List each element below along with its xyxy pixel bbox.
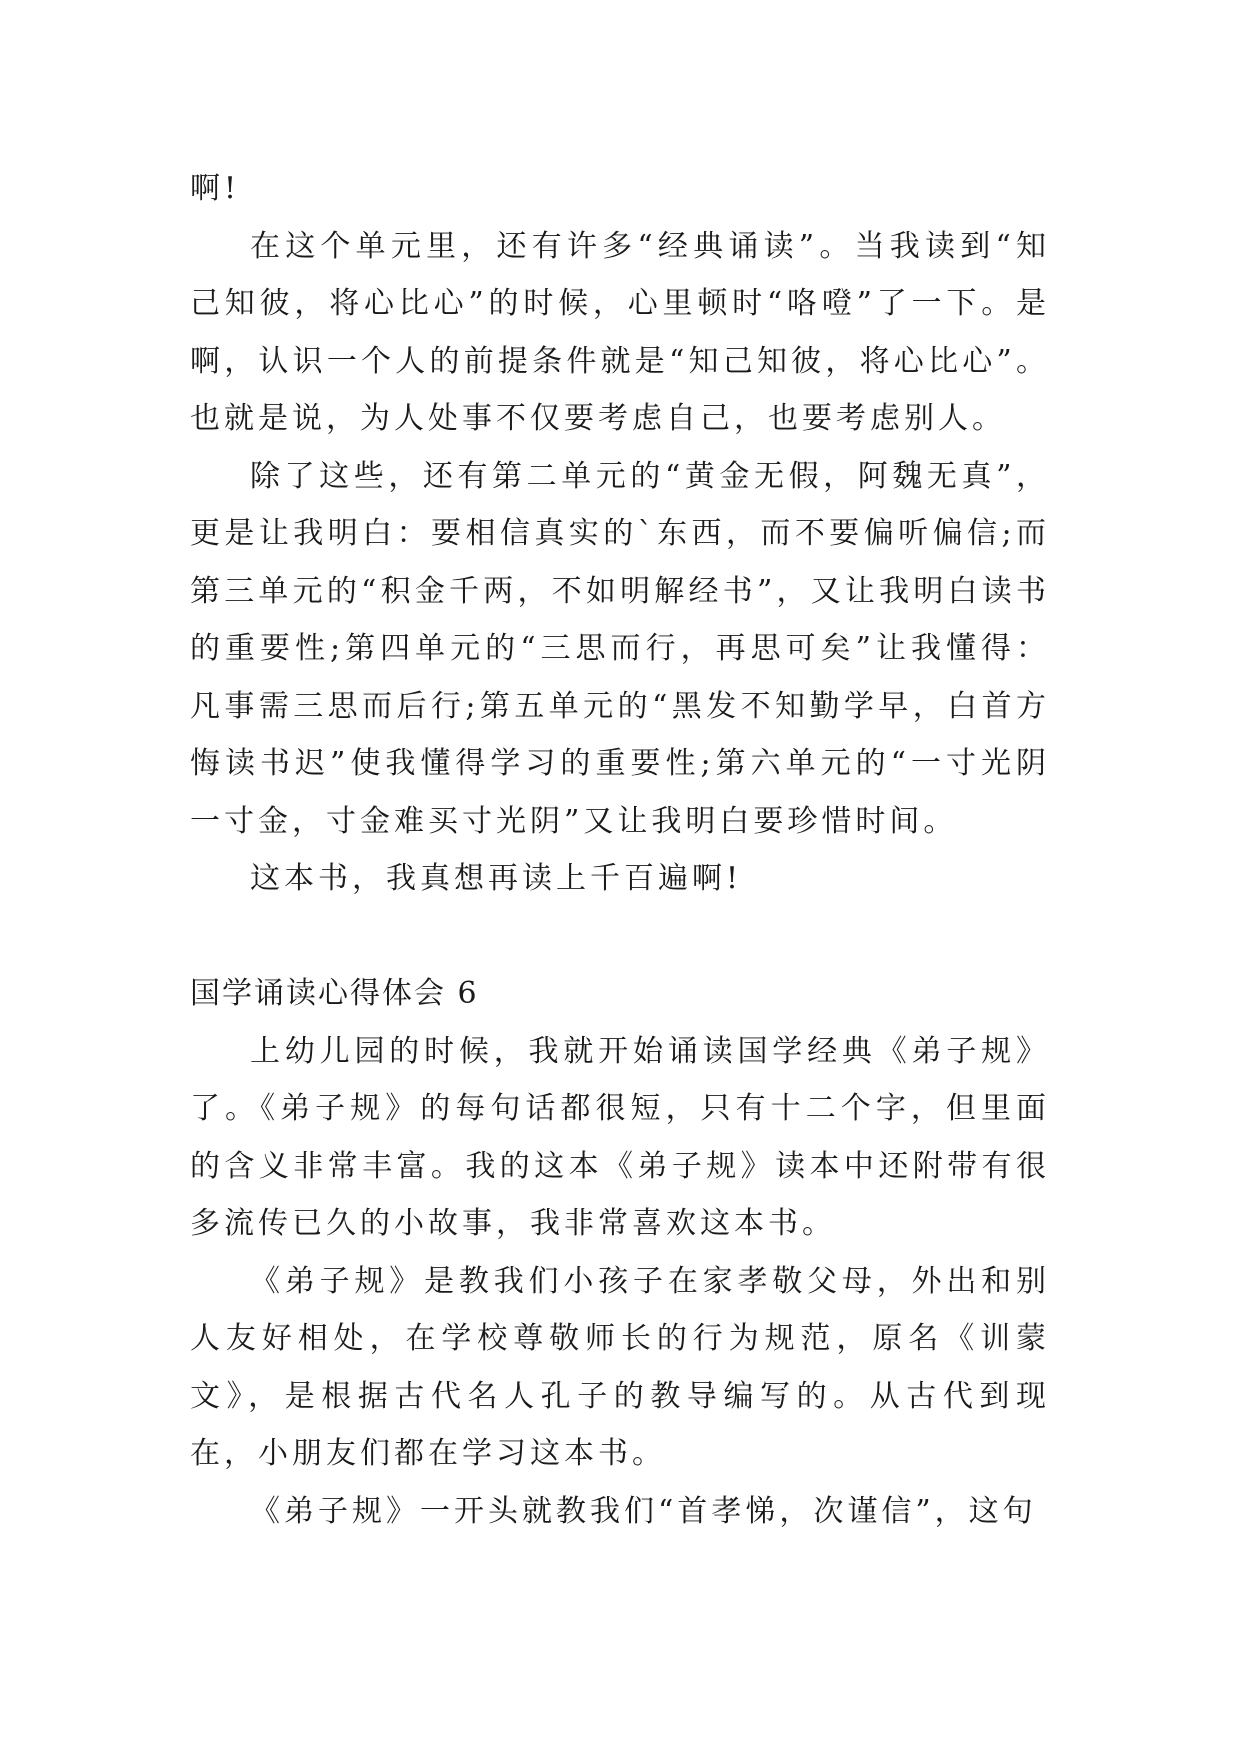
paragraph-kindergarten: 上幼儿园的时候，我就开始诵读国学经典《弟子规》了。《弟子规》的每句话都很短，只有十二个字，但里面的含义非常丰富。我的这本《弟子规》读本中还附带有很多流传已久的小故事，我非常喜欢这本书。: [190, 1033, 1050, 1241]
paragraph-dizigui-opening: 《弟子规》一开头就教我们“首孝悌，次谨信”，这句: [250, 1493, 1037, 1529]
section-spacer: [190, 908, 1050, 966]
paragraph-classic-reading: 在这个单元里，还有许多“经典诵读”。当我读到“知己知彼，将心比心”的时候，心里顿时“咯噔”了一下。是啊，认识一个人的前提条件就是“知己知彼，将心比心”。也就是说，为人处事不仅要考虑自己，也要考虑别人。: [190, 228, 1050, 436]
paragraph-closing: 这本书，我真想再读上千百遍啊!: [250, 861, 743, 896]
document-body: [190, 160, 1050, 1540]
section-heading: 国学诵读心得体会 6: [190, 976, 479, 1011]
paragraph-units-summary: 除了这些，还有第二单元的“黄金无假，阿魏无真”，更是让我明白：要相信真实的`东西，而不要偏听偏信;而第三单元的“积金千两，不如明解经书”，又让我明白读书的重要性;第四单元的“三思而行，再思可矣”让我懂得：凡事需三思而后行;第五单元的“黑发不知勤学早，白首方悔读书迟”使我懂得学习的重要性;第六单元的“一寸光阴一寸金，寸金难买寸光阴”又让我明白要珍惜时间。: [190, 458, 1050, 839]
paragraph-dizigui-intro: 《弟子规》是教我们小孩子在家孝敬父母，外出和别人友好相处，在学校尊敬师长的行为规范，原名《训蒙文》，是根据古代名人孔子的教导编写的。从古代到现在，小朋友们都在学习这本书。: [190, 1263, 1050, 1471]
paragraph-continuation: 啊!: [190, 171, 241, 206]
